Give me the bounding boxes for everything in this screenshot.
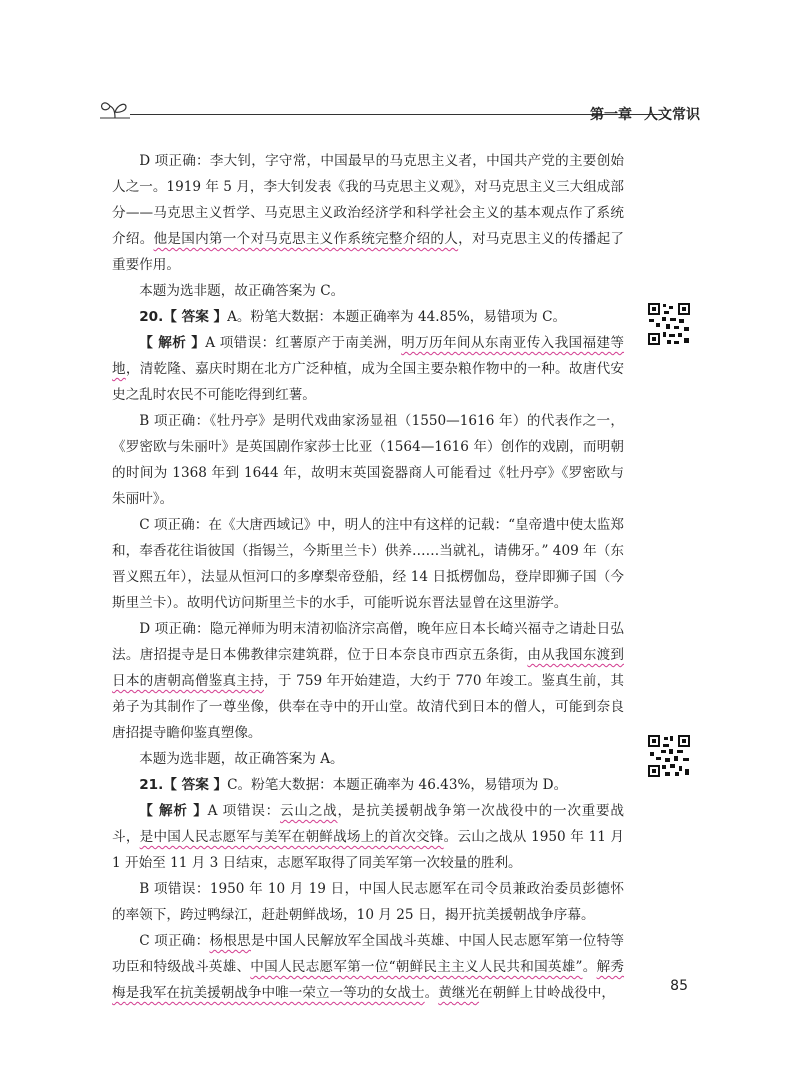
text-run: 。云山之战从 1950 年 11 月 1 开始至 11 月 3 日结束，志愿军取得了同美军第一次较量的胜利。 <box>112 829 625 871</box>
text-run: B 项错误：1950 年 10 月 19 日，中国人民志愿军在司令员兼政治委员彭德怀的率领下，跨过鸭绿江，赶赴朝鲜战场，10 月 25 日，揭开抗美援朝战争序幕。 <box>112 881 624 923</box>
text-run: A。粉笔大数据：本题正确率为 44.85%，易错项为 C。 <box>227 309 567 325</box>
paragraph <box>112 304 624 330</box>
text-run: A 项错误： <box>207 803 281 819</box>
underlined-key-point: 明万历年间从东南亚传入我国福建等地 <box>112 335 625 377</box>
qr-code-icon[interactable] <box>647 734 691 778</box>
section-label: 21.【 答案 】 <box>139 777 228 793</box>
underlined-key-point: 他是国内第一个对马克思主义作系统完整介绍的人 <box>153 231 459 247</box>
paragraph <box>112 772 624 798</box>
text-run: 本题为选非题，故正确答案为 A。 <box>139 751 344 767</box>
underlined-key-point: 是我军在抗美援朝战争中唯一荣立一等功的女战士 <box>125 985 425 1001</box>
text-run: C 项正确：在《大唐西域记》中，明人的注中有这样的记载：“皇帝遣中使太监郑和，奉香花往诣彼国（指锡兰，今斯里兰卡）供养……当就礼，请佛牙。” 409 年（东晋义熙五年），法显从恒河口的多摩梨帝登船，经 14 日抵楞伽岛，登岸即狮子国（今斯里兰卡）。故明代访问斯里兰卡的水手，可能听说东晋法显曾在这里游学。 <box>112 517 624 611</box>
text-run: C 项正确： <box>139 933 210 949</box>
text-run: ，清乾隆、嘉庆时期在北方广泛种植，成为全国主要杂粮作物中的一种。故唐代安史之乱时农民不可能吃得到红薯。 <box>112 361 625 403</box>
underlined-key-point: 杨根思 <box>209 933 251 949</box>
page-number: 85 <box>670 978 688 994</box>
underlined-key-point: 解秀梅 <box>112 959 625 1001</box>
section-label: 【 解析 】 <box>139 803 208 819</box>
chapter-label: 第一章 <box>590 107 632 123</box>
paragraph <box>112 616 624 746</box>
paragraph <box>112 928 624 1006</box>
text-run: ，于 759 年开始建造，大约于 770 年竣工。鉴真生前，其弟子为其制作了一尊坐像，供奉在寺中的开山堂。故清代到日本的僧人，可能到奈良唐招提寺瞻仰鉴真塑像。 <box>112 673 625 741</box>
text-run: B 项正确：《牡丹亭》是明代戏曲家汤显祖（1550—1616 年）的代表作之一，《罗密欧与朱丽叶》是英国剧作家莎士比亚（1564—1616 年）创作的戏剧，而明朝的时间为 1368 年到 1644 年，故明末英国瓷器商人可能看过《牡丹亭》《罗密欧与朱丽叶》。 <box>112 413 624 507</box>
section-label: 20.【 答案 】 <box>139 309 228 325</box>
body-text <box>112 148 624 1006</box>
text-run: 。 <box>582 959 597 975</box>
text-run: C。粉笔大数据：本题正确率为 46.43%，易错项为 D。 <box>227 777 568 793</box>
text-run: D 项正确：李大钊，字守常，中国最早的马克思主义者，中国共产党的主要创始人之一。1919 年 5 月，李大钊发表《我的马克思主义观》，对马克思主义三大组成部分——马克思主义哲学、马克思主义政治经济学和科学社会主义的基本观点作了系统介绍。 <box>112 153 624 247</box>
text-run: 本题为选非题，故正确答案为 C。 <box>139 283 345 299</box>
qr-code-graphic <box>647 734 691 778</box>
text-run: 是中国人民解放军全国战斗英雄、中国人民志愿军第一位特等功臣和特级战斗英雄、 <box>112 933 625 975</box>
text-run: ，是抗美援朝战争第一次战役中的一次重要战斗， <box>112 803 625 845</box>
page-header <box>100 98 700 128</box>
underlined-key-point: 是中国人民志愿军与美军在朝鲜战场上的首次交锋 <box>139 829 444 845</box>
text-run: A 项错误：红薯原产于南美洲， <box>205 335 402 351</box>
paragraph <box>112 278 624 304</box>
paragraph <box>112 408 624 512</box>
underlined-key-point: 黄继光 <box>438 985 480 1001</box>
chapter-title <box>578 104 700 124</box>
underlined-key-point: 由从我国东渡到日本的唐朝高僧鉴真主持 <box>112 647 625 689</box>
paragraph <box>112 876 624 928</box>
qr-code-icon[interactable] <box>647 302 691 346</box>
text-run: 。 <box>424 985 439 1001</box>
paragraph <box>112 798 624 876</box>
paragraph <box>112 512 624 616</box>
text-run: 在朝鲜上甘岭战役中， <box>479 985 615 1001</box>
paragraph <box>112 746 624 772</box>
underlined-key-point: 中国人民志愿军第一位“朝鲜民主主义人民共和国英雄” <box>250 959 583 975</box>
leaf-sprout-icon <box>100 98 130 122</box>
paragraph <box>112 330 624 408</box>
paragraph <box>112 148 624 278</box>
qr-code-graphic <box>647 302 691 346</box>
section-label: 【 解析 】 <box>139 335 206 351</box>
text-run: ，对马克思主义的传播起了重要作用。 <box>112 231 625 273</box>
text-run: D 项正确：隐元禅师为明末清初临济宗高僧，晚年应日本长崎兴福寺之请赴日弘法。唐招提寺是日本佛教律宗建筑群，位于日本奈良市西京五条街， <box>112 621 624 663</box>
underlined-key-point: 云山之战 <box>280 803 338 819</box>
chapter-name: 人文常识 <box>644 107 700 123</box>
